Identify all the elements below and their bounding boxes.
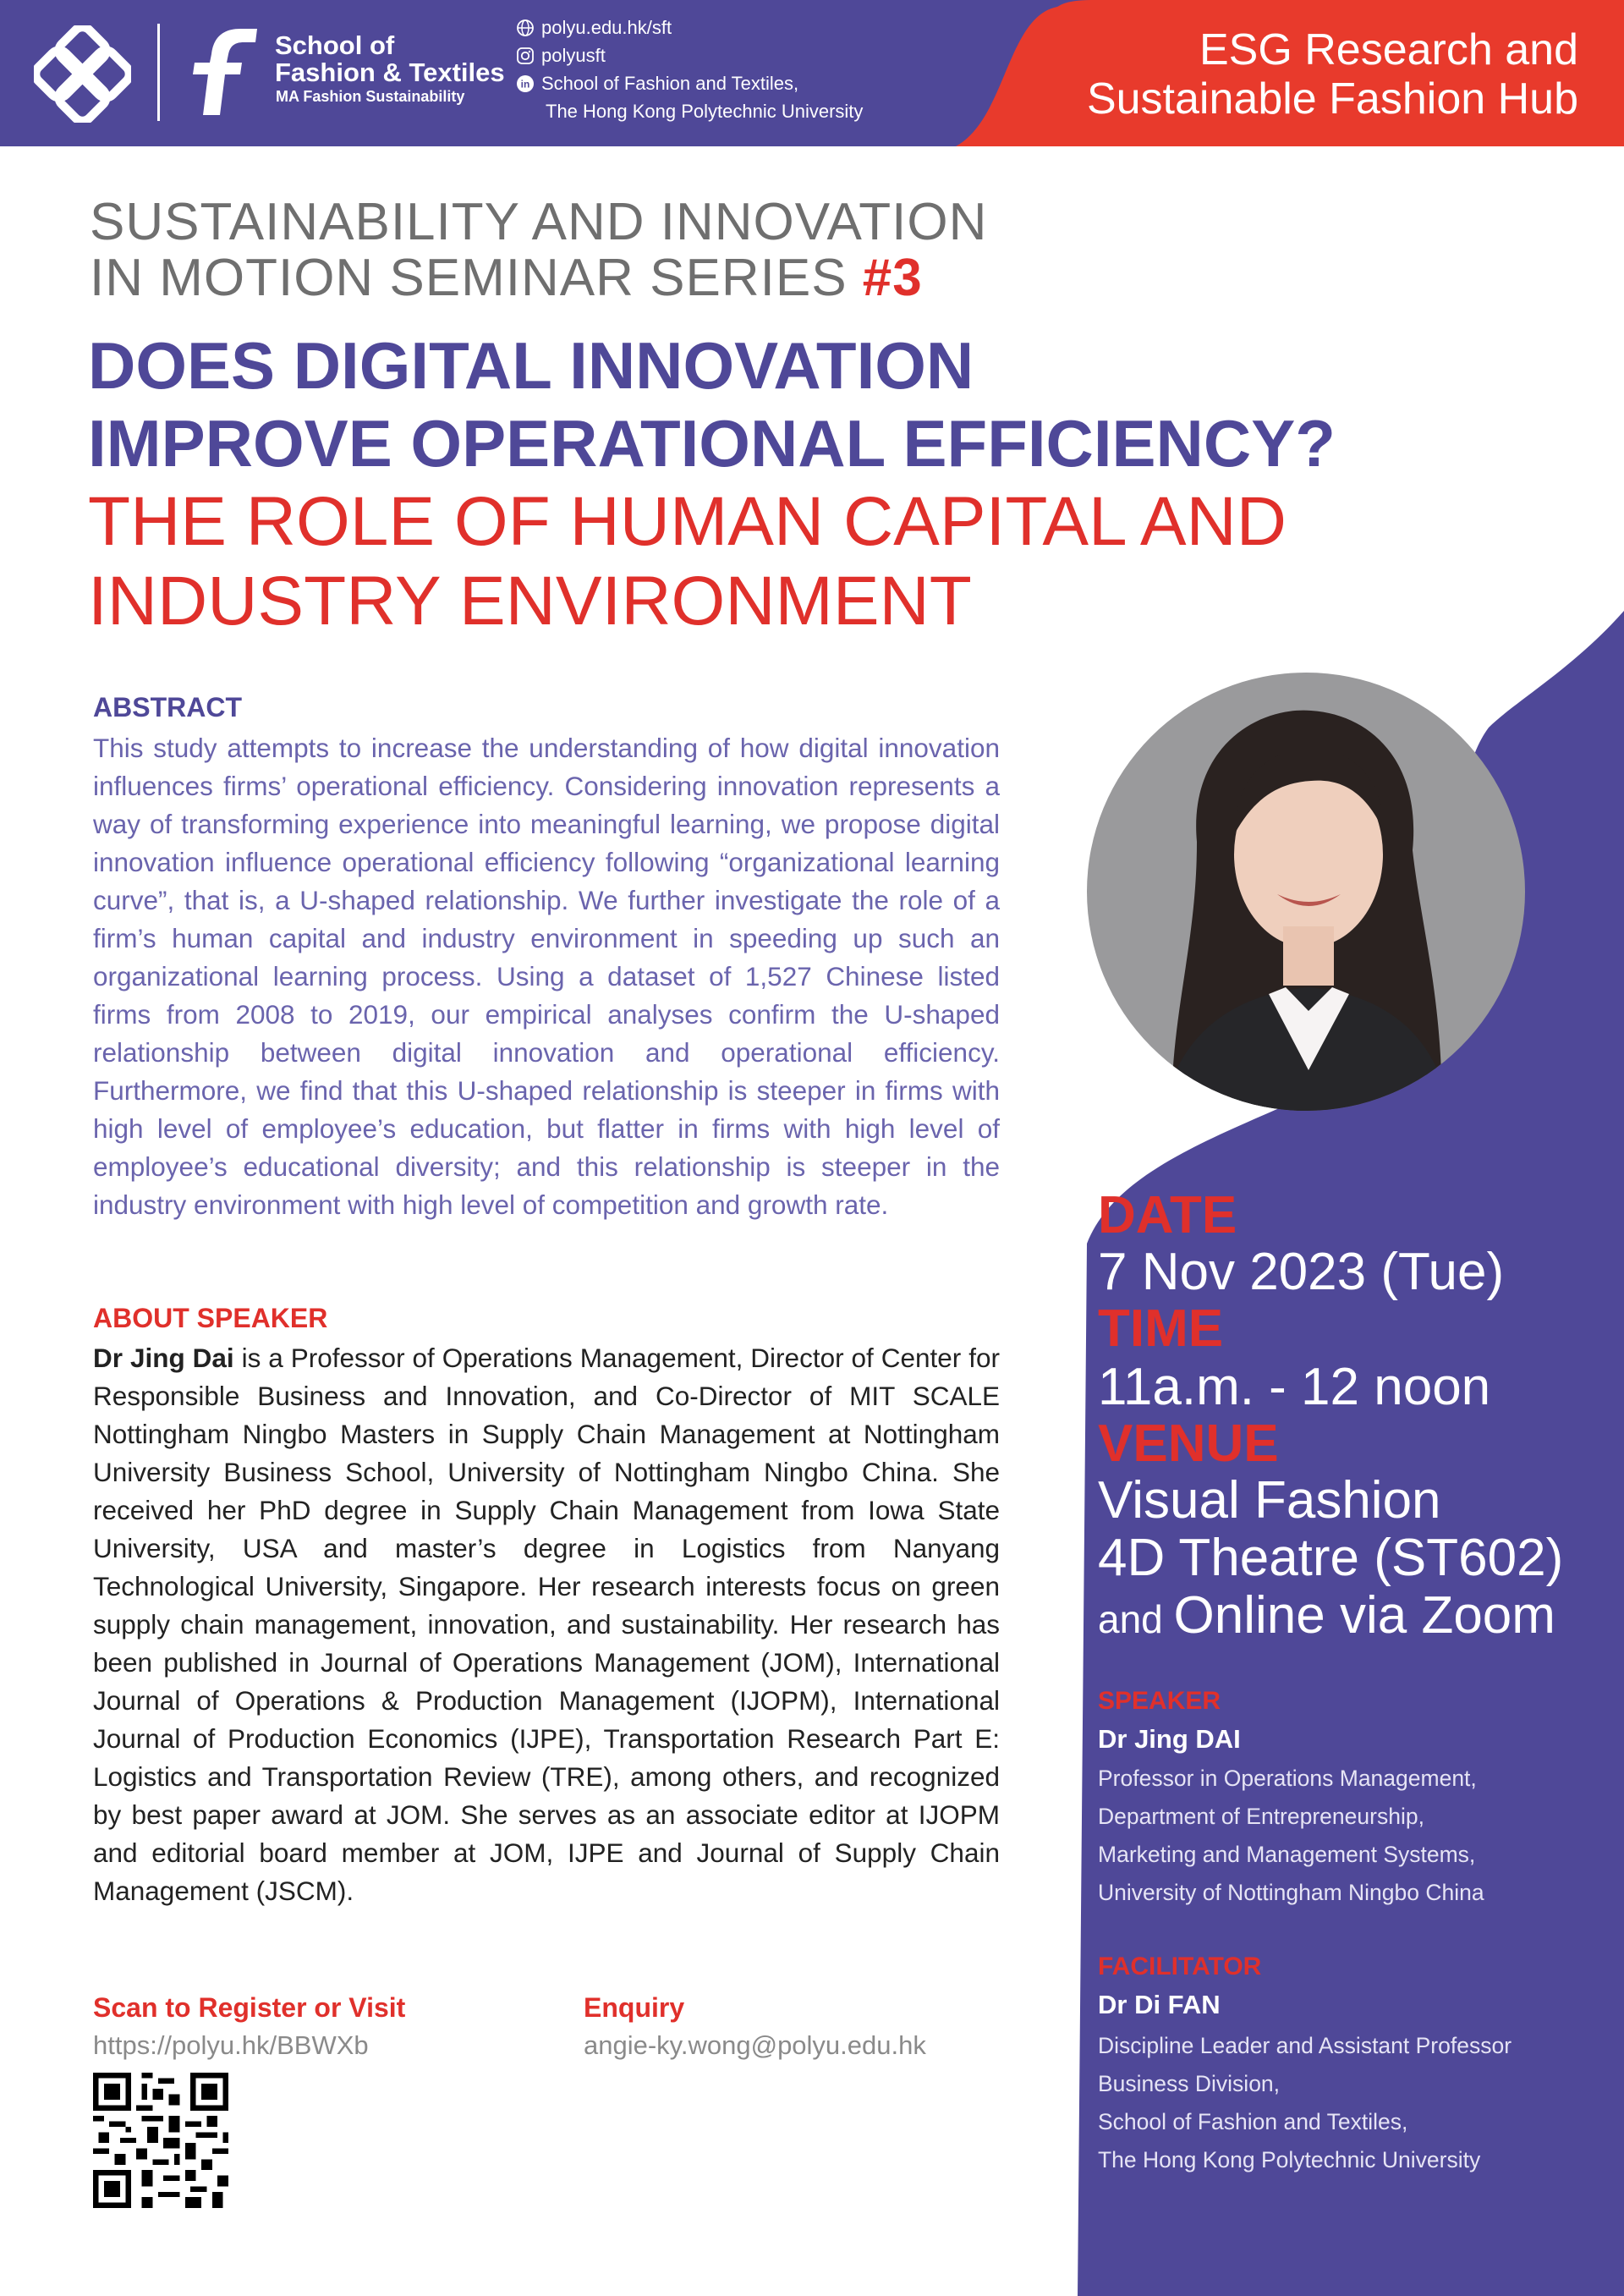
- series-number: #3: [862, 249, 923, 307]
- time-value: 11a.m. - 12 noon: [1098, 1358, 1491, 1416]
- venue-value: Visual Fashion 4D Theatre (ST602) and Online via Zoom: [1098, 1471, 1564, 1645]
- facilitator-label: FACILITATOR: [1098, 1953, 1262, 1980]
- date-value: 7 Nov 2023 (Tue): [1098, 1243, 1505, 1301]
- contact-instagram[interactable]: polyusft: [516, 45, 606, 67]
- facilitator-name: Dr Di FAN: [1098, 1990, 1221, 2019]
- register-label: Scan to Register or Visit: [93, 1992, 406, 2023]
- date-label: DATE: [1098, 1186, 1237, 1244]
- abstract-text: This study attempts to increase the understanding of how digital innovation influences firms’ operational efficiency. Considering innovation represents a way of transforming experience into meaningful learning, we propose digital innovation influence operational efficiency following “organizational learning curve”, that is, a U-shaped relationship. We further investigate the role of a firm’s human capital and industry environment in speeding up such an organizational learning process. Using a dataset of 1,527 Chinese listed firms from 2008 to 2019, our empirical analyses confirm the U-shaped relationship between digital innovation and operational efficiency. Furthermore, we find that this U-shaped relationship is steeper in firms with high level of employee’s education, but flatter in firms with high level of employee’s educational diversity; and this relationship is steeper in the industry environment with high level of competition and growth rate.: [93, 733, 1000, 1220]
- speaker-description: Professor in Operations Management, Department of Entrepreneurship, Marketing and Management Systems, University of Nottingham Ningbo China: [1098, 1766, 1484, 1905]
- enquiry-label: Enquiry: [584, 1992, 685, 2023]
- svg-text:in: in: [520, 78, 530, 91]
- seminar-title: DOES DIGITAL INNOVATION IMPROVE OPERATIONAL EFFICIENCY?: [88, 328, 1336, 481]
- about-speaker-name: Dr Jing Dai: [93, 1343, 234, 1373]
- speaker-label: SPEAKER: [1098, 1687, 1221, 1715]
- about-speaker-heading: ABOUT SPEAKER: [93, 1303, 328, 1333]
- contact-website[interactable]: polyu.edu.hk/sft: [516, 17, 672, 39]
- qr-code[interactable]: [93, 2073, 228, 2208]
- speaker-name: Dr Jing DAI: [1098, 1724, 1241, 1754]
- speaker-photo: [1087, 673, 1525, 1111]
- seminar-subtitle: THE ROLE OF HUMAN CAPITAL AND INDUSTRY ENVIRONMENT: [88, 483, 1287, 640]
- abstract-heading: ABSTRACT: [93, 692, 242, 722]
- venue-label: VENUE: [1098, 1414, 1279, 1473]
- hub-title: ESG Research and Sustainable Fashion Hub: [1086, 25, 1578, 124]
- contact-linkedin[interactable]: in School of Fashion and Textiles,: [516, 73, 798, 95]
- time-label: TIME: [1098, 1299, 1224, 1358]
- register-link[interactable]: https://polyu.hk/BBWXb: [93, 2030, 369, 2060]
- about-speaker-text: Dr Jing Dai is a Professor of Operations Management, Director of Center for Responsible Business and Innovation, and Co-Director of MIT SCALE Nottingham Ningbo Masters in Supply Chain Management at Nottingham University Business School, University of Nottingham Ningbo China. She received her PhD degree in Supply Chain Management from Iowa State University, USA and master’s degree in Logistics from Nanyang Technological University, Singapore. Her research interests focus on green supply chain management, innovation, and sustainability. Her research has been published in Journal of Operations Management (JOM), International Journal of Operations & Production Management (IJOPM), International Journal of Production Economics (IJPE), Transportation Research Part E: Logistics and Transportation Review (TRE), among others, and recognized by best paper award at JOM. She serves as an associate editor at IJOPM and editorial board member at JOM, IJPE and Journal of Supply Chain Management (JSCM).: [93, 1343, 1000, 1906]
- contact-university: The Hong Kong Polytechnic University: [546, 101, 864, 122]
- school-name: School of Fashion & Textiles: [275, 30, 505, 87]
- enquiry-email[interactable]: angie-ky.wong@polyu.edu.hk: [584, 2030, 926, 2060]
- series-title: SUSTAINABILITY AND INNOVATION IN MOTION SEMINAR SERIES #3: [90, 193, 988, 307]
- facilitator-description: Discipline Leader and Assistant Professor Business Division, School of Fashion and Textiles, The Hong Kong Polytechnic University: [1098, 2033, 1512, 2172]
- school-subtitle: MA Fashion Sustainability: [276, 88, 465, 105]
